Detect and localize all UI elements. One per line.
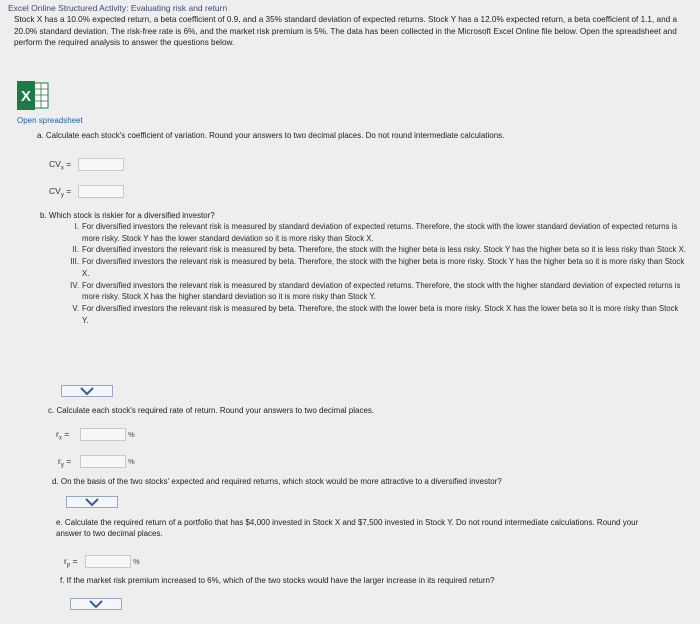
problem-statement: Stock X has a 10.0% expected return, a beta coefficient of 0.9, and a 35% standard deviation of expected returns. Stock Y has a 12.0% expected return, a beta coefficient of 1.1, and a 20.0% standard deviation. The risk-free rate is 6%, and the market risk premium is 5%. The data has been collected in the Microsoft Excel Online file below. Open the spreadsheet and perform the required analysis to answer the questions below. bbox=[14, 15, 678, 47]
excel-icon[interactable] bbox=[17, 81, 49, 110]
question-f-dropdown[interactable] bbox=[70, 598, 122, 610]
chevron-down-icon bbox=[85, 498, 99, 507]
option-ii: II. For diversified investors the relevant risk is measured by beta. Therefore, the stock with the higher beta is less risky. Stock Y has the higher beta so it is less risky than Stock X. bbox=[72, 245, 686, 255]
question-d-text: d. On the basis of the two stocks' expected and required returns, which stock would be more attractive to a diversified investor? bbox=[52, 477, 502, 486]
cvy-label: $CV_y$ = bbox=[49, 186, 72, 199]
rp-input[interactable] bbox=[85, 555, 131, 568]
cvx-label: $CV_x$ = bbox=[49, 159, 72, 172]
open-spreadsheet-link[interactable]: Open spreadsheet bbox=[17, 116, 83, 125]
question-f-text: f. If the market risk premium increased to 6%, which of the two stocks would have the larger increase in its required return? bbox=[60, 576, 495, 585]
question-c-text: c. Calculate each stock's required rate of return. Round your answers to two decimal places. bbox=[48, 406, 375, 415]
ry-input[interactable] bbox=[80, 455, 126, 468]
chevron-down-icon bbox=[80, 387, 94, 396]
question-b-text: b. Which stock is riskier for a diversified investor? bbox=[40, 211, 215, 220]
chevron-down-icon bbox=[89, 600, 103, 609]
option-i: I. For diversified investors the relevant risk is measured by standard deviation of expected returns. Therefore, the stock with the lower standard deviation of expected returns is more risky. Stock Y has the lower standard deviation so it is more risky than Stock X. bbox=[74, 222, 678, 243]
option-iv: IV. For diversified investors the relevant risk is measured by standard deviation of expected returns. Therefore, the stock with the higher standard deviation of expected returns is more risky. Stock X has the higher standard deviation so it is more risky than Stock Y. bbox=[70, 280, 681, 302]
rp-unit: % bbox=[133, 557, 140, 566]
option-iii: III. For diversified investors the relevant risk is measured by beta. Therefore, the stock with the higher beta is more risky. Stock Y has the higher beta so it is more risky than Stock X. bbox=[70, 257, 685, 278]
rp-label: $r_p$ = bbox=[64, 556, 78, 569]
rx-unit: % bbox=[128, 430, 135, 439]
ry-label: $r_y$ = bbox=[58, 456, 72, 469]
question-e-text: e. Calculate the required return of a portfolio that has $4,000 invested in Stock X and $7,500 invested in Stock Y. Do not round intermediate calculations. Round your answer to two decimal places. bbox=[56, 518, 639, 538]
rx-label: $r_x$ = bbox=[56, 429, 70, 442]
svg-text:X: X bbox=[20, 88, 32, 105]
activity-title: Excel Online Structured Activity: Evaluating risk and return bbox=[8, 3, 228, 13]
question-a-text: a. Calculate each stock's coefficient of variation. Round your answers to two decimal places. Do not round intermediate calculations. bbox=[37, 131, 505, 140]
question-d-dropdown[interactable] bbox=[66, 496, 118, 508]
ry-unit: % bbox=[128, 457, 135, 466]
question-b-dropdown[interactable] bbox=[61, 385, 113, 397]
option-v: V. For diversified investors the relevant risk is measured by beta. Therefore, the stock with the lower beta is more risky. Stock X has the lower beta so it is more risky than Stock Y. bbox=[72, 303, 679, 325]
cvx-input[interactable] bbox=[78, 158, 124, 171]
question-b-options bbox=[66, 221, 686, 326]
rx-input[interactable] bbox=[80, 428, 126, 441]
cvy-input[interactable] bbox=[78, 185, 124, 198]
